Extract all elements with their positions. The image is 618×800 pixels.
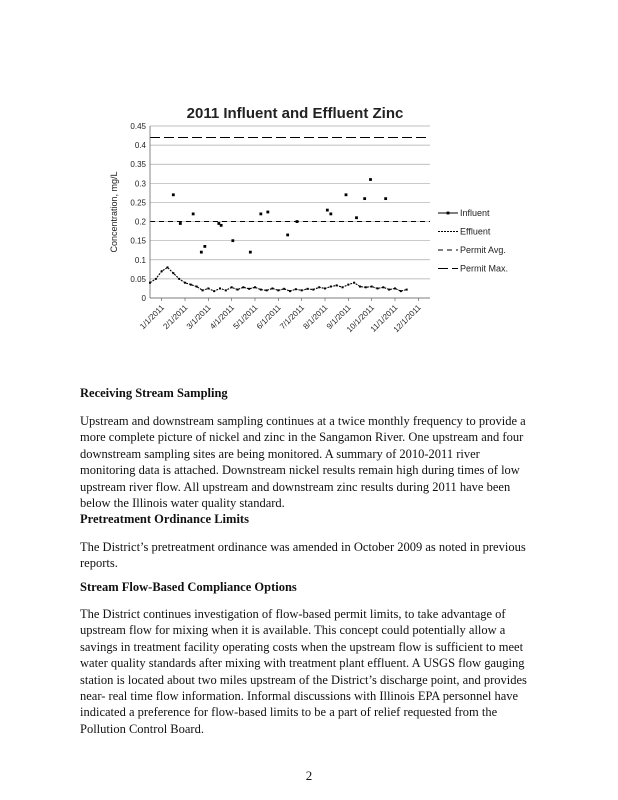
effluent-point — [149, 282, 151, 284]
y-axis-label: Concentration, mg/L — [109, 171, 119, 253]
y-tick-label: 0.4 — [134, 141, 146, 151]
effluent-point — [202, 289, 204, 291]
influent-point — [200, 251, 203, 254]
x-tick-label: 7/1/2011 — [278, 303, 307, 332]
legend-label: Influent — [460, 208, 490, 218]
effluent-point — [178, 278, 180, 280]
x-tick-label: 1/1/2011 — [138, 303, 167, 332]
effluent-point — [254, 286, 256, 288]
y-axis-ticks — [130, 122, 146, 303]
effluent-point — [318, 286, 320, 288]
text-line: reports. — [80, 556, 118, 571]
effluent-point — [190, 284, 192, 286]
text-line: Upstream and downstream sampling continues at a twice monthly frequency to provide a — [80, 414, 526, 428]
receiving-heading: Receiving Stream Sampling — [80, 386, 228, 400]
y-tick-label: 0.1 — [134, 255, 146, 265]
x-tick-label: 8/1/2011 — [301, 303, 330, 332]
influent-point — [249, 251, 252, 254]
text-line: monitoring data is attached. Downstream nickel results remain high during times of low — [80, 463, 520, 478]
permit-lines — [150, 137, 430, 221]
text-line: Pollution Control Board. — [80, 721, 204, 736]
effluent-point — [301, 289, 303, 291]
effluent-point — [242, 286, 244, 288]
influent-point — [259, 213, 262, 216]
text-line: near- real time flow information. Informal discussions with Illinois EPA personnel have — [80, 689, 519, 704]
effluent-point — [388, 289, 390, 291]
y-tick-label: 0 — [141, 294, 146, 303]
influent-point — [231, 239, 234, 242]
y-tick-label: 0.25 — [130, 198, 146, 208]
x-tick-label: 4/1/2011 — [208, 303, 237, 332]
effluent-point — [219, 287, 221, 289]
effluent-point — [382, 286, 384, 288]
x-tick-label: 5/1/2011 — [231, 303, 260, 332]
influent-point — [192, 213, 195, 216]
effluent-point — [184, 282, 186, 284]
influent-point — [179, 222, 182, 225]
y-tick-label: 0.35 — [130, 160, 146, 170]
chart-legend — [438, 208, 508, 274]
effluent-point — [312, 289, 314, 291]
text-line: savings in treatment facility operating costs when the upstream flow is sufficient to meet — [80, 639, 524, 654]
chart-title: 2011 Influent and Effluent Zinc — [186, 105, 404, 122]
influent-point — [220, 224, 223, 227]
effluent-point — [266, 289, 268, 291]
effluent-line — [150, 267, 407, 291]
effluent-point — [213, 290, 215, 292]
effluent-point — [295, 288, 297, 290]
effluent-point — [394, 287, 396, 289]
x-tick-label: 9/1/2011 — [324, 303, 353, 332]
flow-paragraph — [80, 606, 527, 737]
effluent-point — [400, 290, 402, 292]
effluent-point — [307, 288, 309, 290]
zinc-chart — [100, 95, 540, 385]
effluent-point — [272, 287, 274, 289]
influent-point — [384, 197, 387, 200]
legend-label: Permit Avg. — [460, 245, 506, 255]
effluent-point — [172, 272, 174, 274]
x-tick-label: 2/1/2011 — [161, 303, 190, 332]
x-tick-label: 12/1/2011 — [391, 303, 423, 335]
y-tick-label: 0.2 — [134, 217, 146, 227]
pretreatment-heading: Pretreatment Ordinance Limits — [80, 512, 249, 526]
effluent-series — [149, 266, 408, 292]
y-tick-label: 0.15 — [130, 236, 146, 246]
influent-point — [266, 211, 269, 214]
influent-point — [326, 209, 329, 212]
influent-series — [172, 178, 387, 253]
x-tick-label: 3/1/2011 — [184, 303, 213, 332]
effluent-point — [371, 286, 373, 288]
page-number: 2 — [305, 768, 313, 783]
legend-label: Permit Max. — [460, 263, 509, 274]
effluent-point — [155, 278, 157, 280]
influent-point — [172, 193, 175, 196]
effluent-point — [225, 289, 227, 291]
influent-point — [296, 220, 299, 223]
pretreatment-paragraph — [80, 539, 526, 572]
text-line: station is located about two miles upstream of the District’s discharge point, and provides — [80, 672, 527, 687]
x-axis-ticks — [138, 298, 423, 334]
effluent-point — [260, 289, 262, 291]
effluent-point — [330, 286, 332, 288]
effluent-point — [353, 282, 355, 284]
text-line: downstream sampling sites are being monitored. A summary of 2010-2011 river — [80, 446, 480, 461]
y-tick-label: 0.05 — [130, 274, 146, 284]
influent-point — [203, 245, 206, 248]
text-line: upstream river flow. All upstream and downstream zinc results during 2011 have been — [80, 479, 511, 494]
effluent-point — [237, 289, 239, 291]
y-tick-label: 0.45 — [130, 122, 146, 131]
influent-point — [329, 213, 332, 216]
x-tick-label: 6/1/2011 — [254, 303, 283, 332]
effluent-point — [289, 290, 291, 292]
text-line: more complete picture of nickel and zinc in the Sangamon River. One upstream and four — [80, 430, 524, 445]
effluent-point — [406, 289, 408, 291]
effluent-point — [336, 284, 338, 286]
effluent-point — [347, 284, 349, 286]
influent-point — [369, 178, 372, 181]
legend-label: Effluent — [460, 226, 491, 237]
effluent-point — [342, 286, 344, 288]
effluent-point — [277, 289, 279, 291]
x-tick-label: 10/1/2011 — [344, 303, 377, 335]
text-line: water quality standards after mixing with treatment plant effluent. A USGS flow gauging — [80, 656, 525, 671]
influent-point — [345, 193, 348, 196]
effluent-point — [324, 287, 326, 289]
effluent-point — [359, 286, 361, 288]
y-tick-label: 0.3 — [134, 179, 146, 189]
effluent-point — [207, 287, 209, 289]
effluent-point — [283, 288, 285, 290]
effluent-point — [377, 287, 379, 289]
influent-point — [363, 197, 366, 200]
chart-gridlines — [150, 126, 430, 298]
influent-point — [286, 234, 289, 237]
text-line: The District’s pretreatment ordinance was amended in October 2009 as noted in previous — [80, 540, 526, 554]
influent-point — [355, 216, 358, 219]
legend-marker — [447, 212, 450, 215]
flow-heading: Stream Flow-Based Compliance Options — [80, 580, 297, 594]
x-tick-label: 11/1/2011 — [368, 303, 400, 334]
text-line: The District continues investigation of flow-based permit limits, to take advantage of — [80, 607, 506, 621]
effluent-point — [248, 288, 250, 290]
effluent-point — [161, 270, 163, 272]
effluent-point — [167, 266, 169, 268]
text-line: upstream flow for mixing when it is available. This concept could potentially allow a — [80, 623, 506, 638]
effluent-point — [365, 286, 367, 288]
effluent-point — [231, 286, 233, 288]
text-line: below the Illinois water quality standard. — [80, 496, 285, 511]
text-line: indicated a preference for flow-based limits to be a part of relief requested from the — [80, 705, 498, 720]
effluent-point — [196, 286, 198, 288]
receiving-paragraph — [80, 413, 526, 511]
